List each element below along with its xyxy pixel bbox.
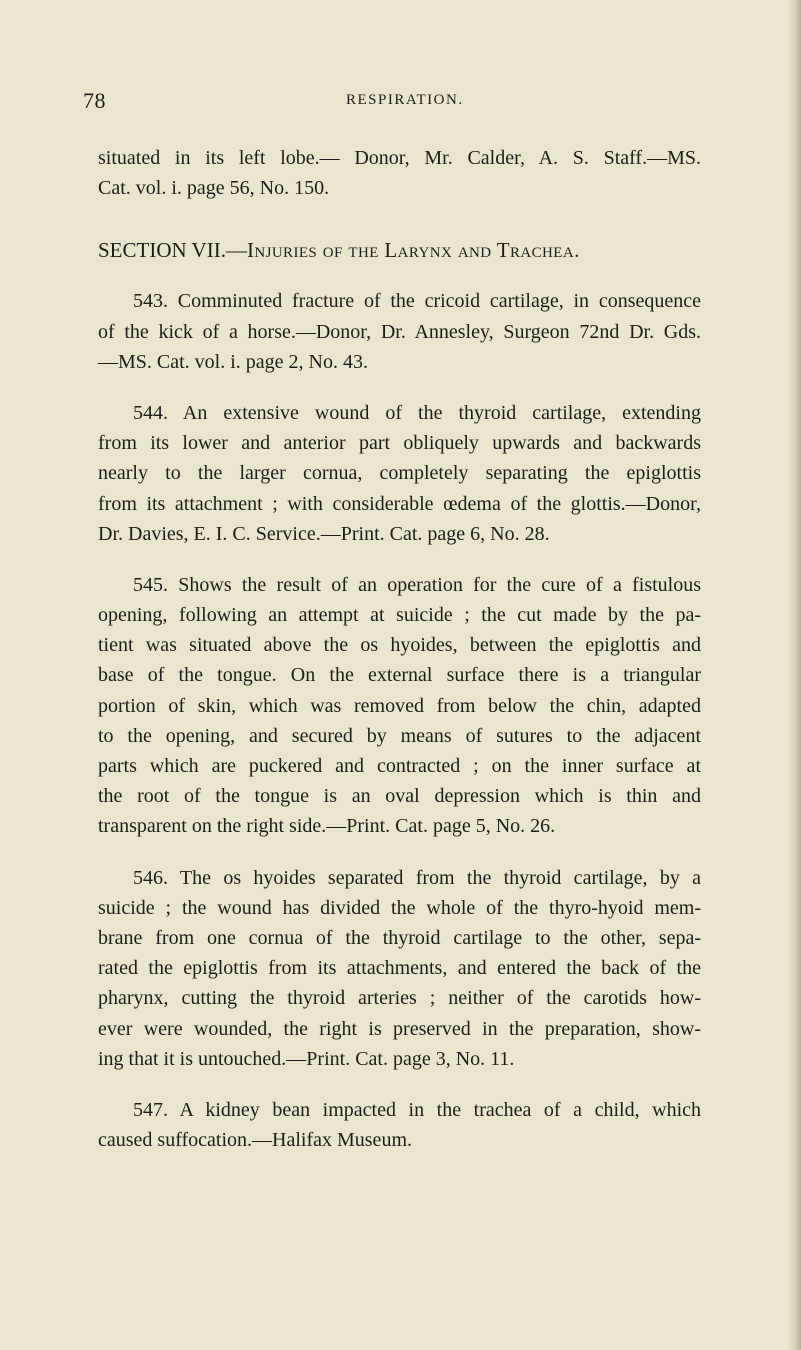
text-line: situated in its left lobe.— Donor, Mr. Calder, A. S. Staff.—MS.: [98, 147, 701, 169]
text-line: caused suffocation.—Halifax Museum.: [98, 1129, 412, 1152]
text-line: pharynx, cutting the thyroid arteries ; neither of the carotids how-: [98, 987, 701, 1010]
text-line: portion of skin, which was removed from below the chin, adapted: [98, 694, 701, 717]
text-line: 544. An extensive wound of the thyroid cartilage, extending: [133, 401, 701, 424]
text-line: rated the epiglottis from its attachments, and entered the back of the: [98, 957, 701, 980]
text-line: of the kick of a horse.—Donor, Dr. Annesley, Surgeon 72nd Dr. Gds.: [98, 320, 701, 343]
running-head: RESPIRATION.: [346, 92, 464, 108]
entry-547: [98, 1095, 701, 1155]
text-line: parts which are puckered and contracted ; on the inner surface at: [98, 755, 701, 777]
page-number: 78: [83, 88, 106, 113]
text-line: 547. A kidney bean impacted in the trachea of a child, which: [133, 1098, 701, 1121]
entry-544: [98, 398, 701, 549]
text-line: 545. Shows the result of an operation for the cure of a fistulous: [133, 573, 701, 596]
text-line: ing that it is untouched.—Print. Cat. page 3, No. 11.: [98, 1047, 515, 1070]
text-line: Dr. Davies, E. I. C. Service.—Print. Cat. page 6, No. 28.: [98, 522, 550, 545]
text-line: 543. Comminuted fracture of the cricoid cartilage, in consequence: [133, 290, 701, 313]
text-line: suicide ; the wound has divided the whole of the thyro-hyoid mem-: [98, 896, 701, 919]
text-line: —MS. Cat. vol. i. page 2, No. 43.: [98, 350, 368, 373]
text-line: Cat. vol. i. page 56, No. 150.: [98, 177, 330, 200]
text-line: brane from one cornua of the thyroid cartilage to the other, sepa-: [98, 926, 701, 949]
text-line: from its attachment ; with considerable œdema of the glottis.—Donor,: [98, 492, 701, 515]
entry-545: [98, 570, 701, 842]
section-label: SECTION VII.—: [98, 238, 247, 263]
page-edge-shadow: [787, 0, 801, 1350]
page-header: [0, 88, 801, 118]
text-line: tient was situated above the os hyoides, between the epiglottis and: [98, 634, 701, 657]
intro-paragraph: [98, 143, 701, 203]
text-line: ever were wounded, the right is preserved in the preparation, show-: [98, 1017, 701, 1040]
text-line: from its lower and anterior part obliquely upwards and backwards: [98, 432, 701, 455]
text-line: 546. The os hyoides separated from the thyroid cartilage, by a: [133, 866, 701, 889]
body-text: [98, 143, 701, 1155]
text-line: nearly to the larger cornua, completely separating the epiglottis: [98, 462, 701, 485]
section-heading: [98, 235, 701, 265]
text-line: opening, following an attempt at suicide ; the cut made by the pa-: [98, 604, 701, 627]
text-line: transparent on the right side.—Print. Cat. page 5, No. 26.: [98, 815, 556, 838]
text-line: the root of the tongue is an oval depression which is thin and: [98, 785, 701, 808]
section-title: Injuries of the Larynx and Trachea.: [246, 238, 580, 263]
entry-546: [98, 863, 701, 1074]
text-line: to the opening, and secured by means of sutures to the adjacent: [98, 724, 701, 747]
text-line: base of the tongue. On the external surface there is a triangular: [98, 664, 701, 687]
entry-543: [98, 286, 701, 377]
